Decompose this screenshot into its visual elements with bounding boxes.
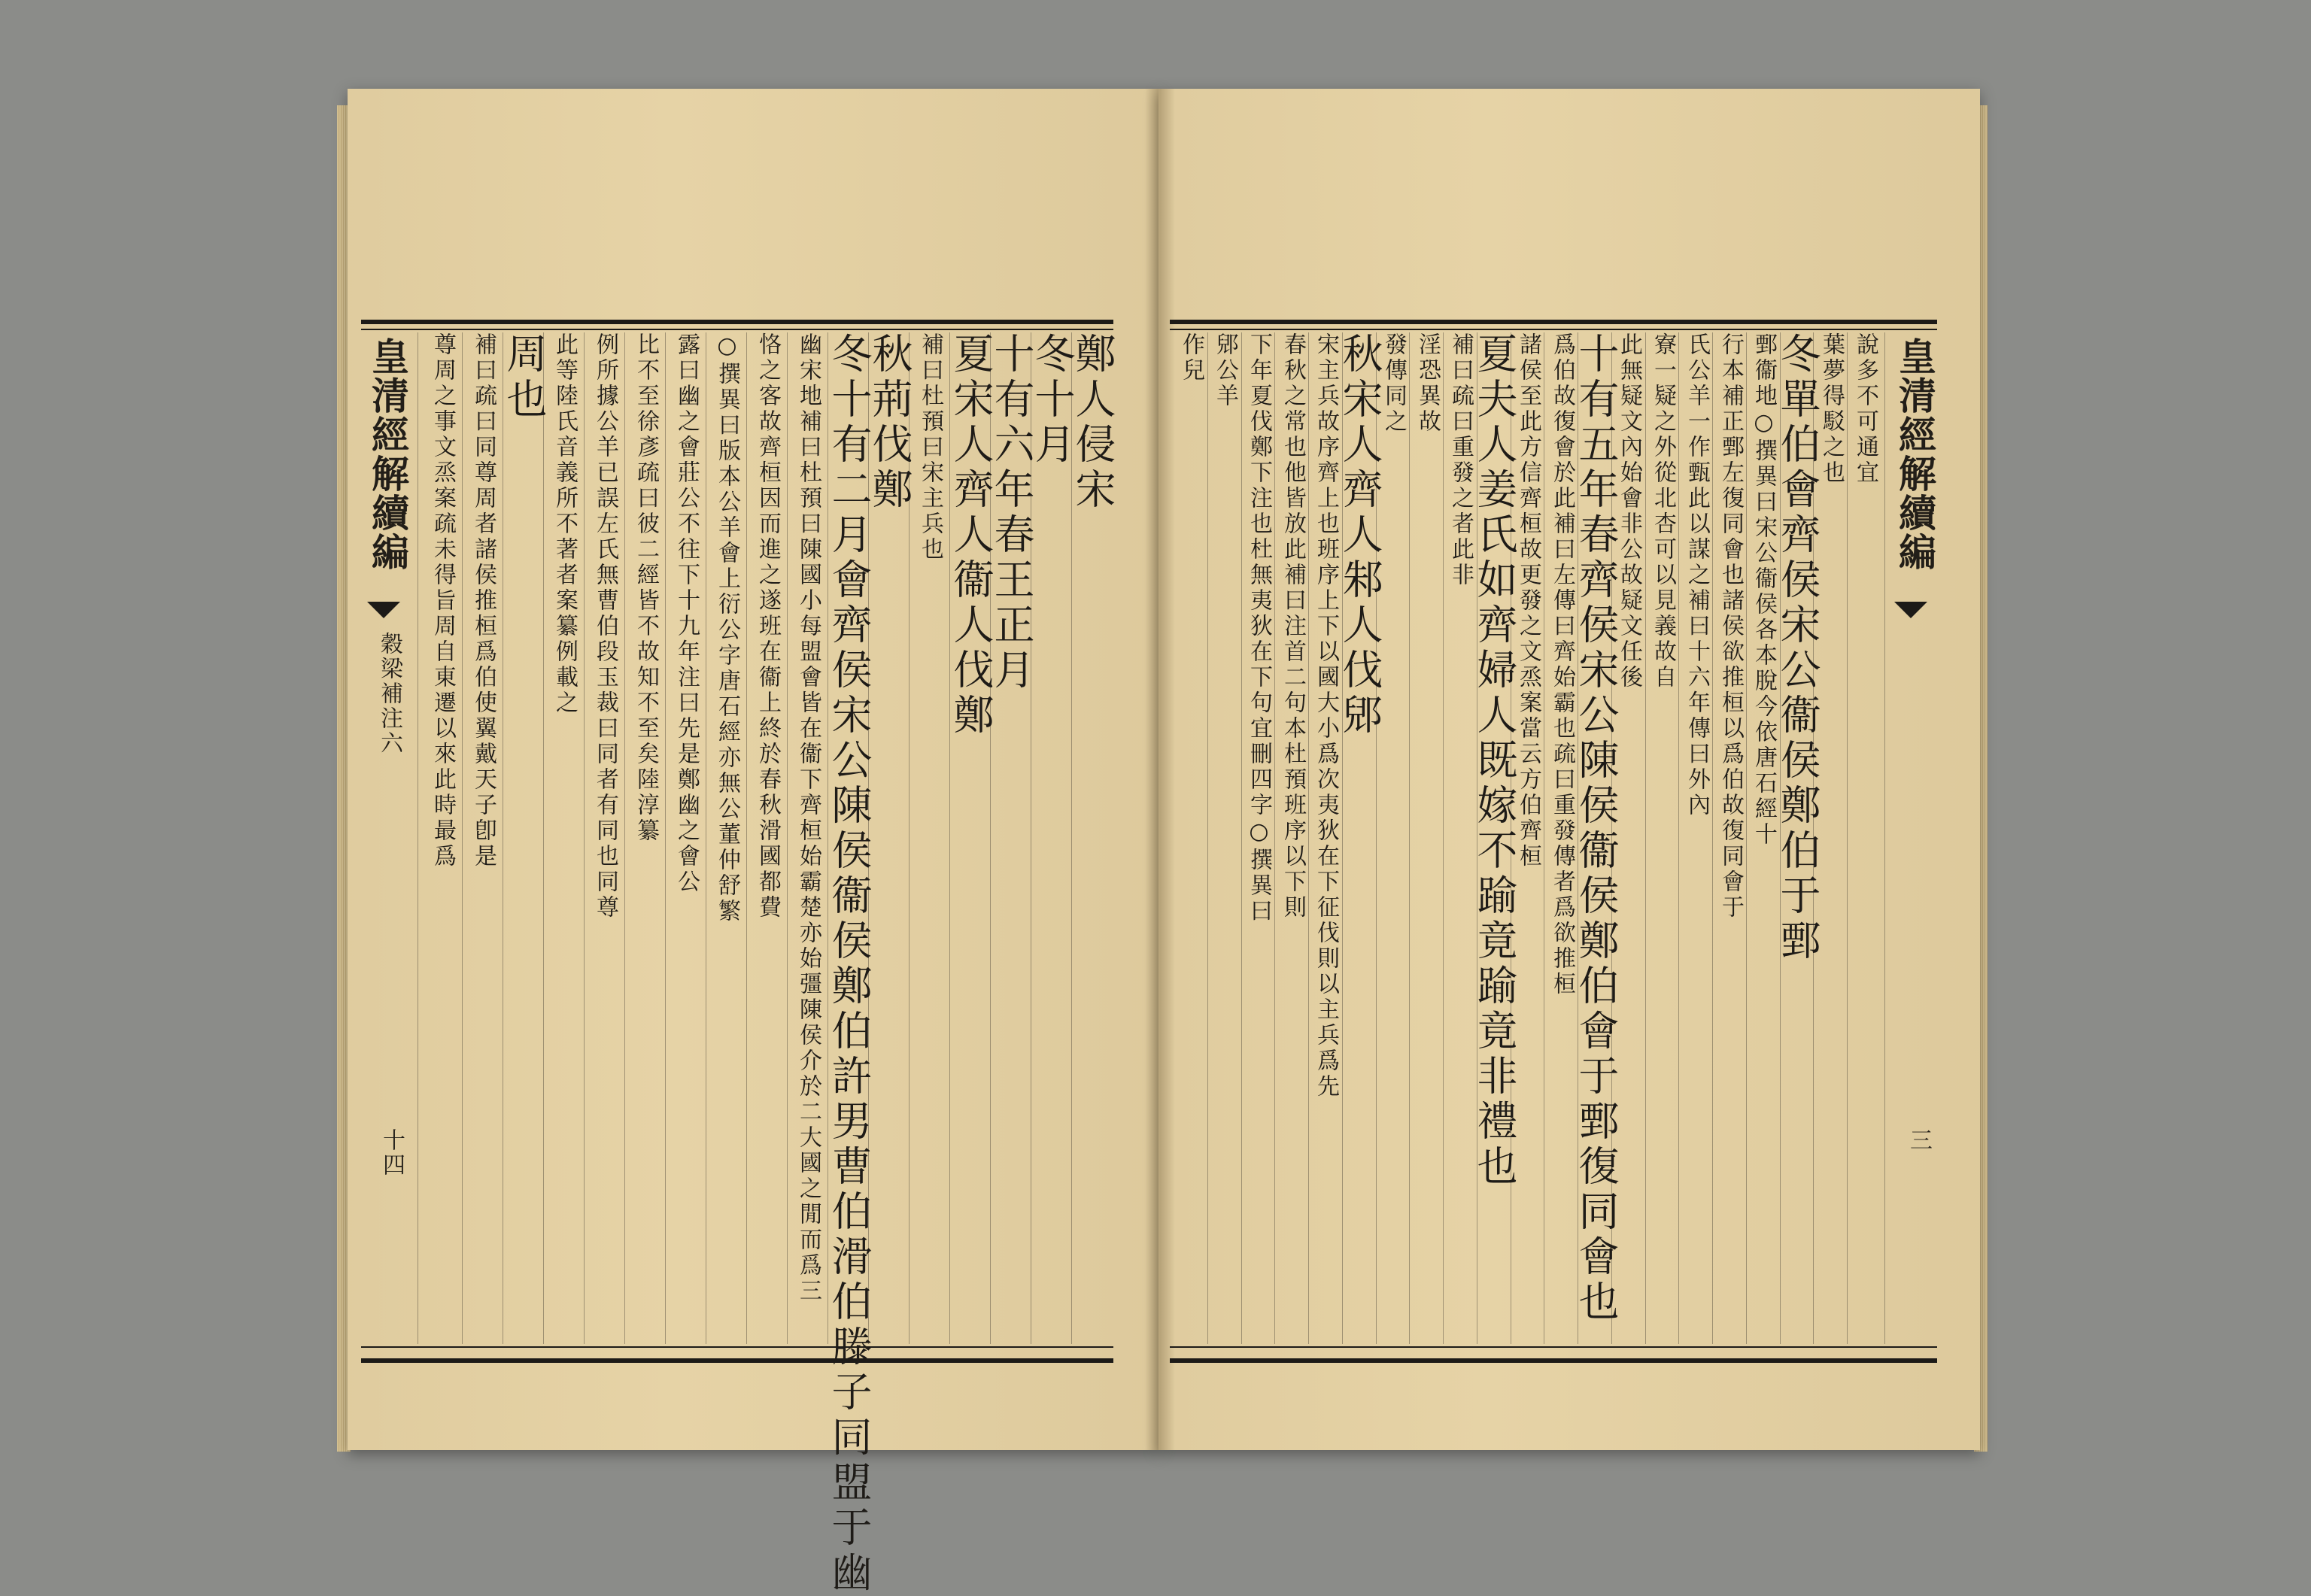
right-text-column-rule	[1409, 332, 1410, 1344]
right-text-column: 秋宋人齊人邾人伐郳	[1336, 332, 1383, 739]
left-text-column: 例所據公羊已誤左氏無曹伯段玉裁曰同者有同也同尊	[592, 332, 618, 921]
right-text-column: 冬單伯會齊侯宋公衞侯鄭伯于鄄	[1774, 332, 1821, 964]
right-text-column-rule	[1746, 332, 1747, 1344]
left-text-column: 比不至徐彥疏曰彼二經皆不故知不至矣陸淳纂	[633, 332, 659, 844]
right-text-column-rule	[1847, 332, 1848, 1344]
right-text-column: 行本補正鄄左復同會也諸侯欲推桓以爲伯故復同會于	[1717, 332, 1744, 921]
left-text-column: 補曰杜預曰宋主兵也	[917, 332, 943, 563]
right-text-column: 發傳同之	[1380, 332, 1407, 435]
right-text-column: 補曰疏曰重發之者此非	[1447, 332, 1474, 588]
right-edge-title: 皇清經解續編	[1893, 337, 1937, 572]
right-text-column: 十有五年春齊侯宋公陳侯衞侯鄭伯會于鄄復同會也	[1572, 332, 1620, 1325]
right-text-column-rule	[1274, 332, 1275, 1344]
left-text-column: 補曰疏曰同尊周者諸侯推桓爲伯使翼戴天子卽是	[470, 332, 497, 869]
right-fish-tail-mark	[1894, 602, 1927, 618]
right-text-column: 說多不可通宜	[1852, 332, 1878, 486]
left-text-column-rule	[949, 332, 950, 1344]
right-edge-rule	[1884, 332, 1885, 1344]
left-text-column-rule	[787, 332, 788, 1344]
left-text-column-rule	[584, 332, 585, 1344]
right-text-column: 諸侯至此方信齊桓故更發之文烝案當云方伯齊桓	[1515, 332, 1541, 869]
right-text-column: 淫恐異故	[1414, 332, 1441, 435]
right-text-column-rule	[1780, 332, 1781, 1344]
right-text-column-rule	[1241, 332, 1242, 1344]
left-text-column: ○撰異曰版本公羊會上衍公字唐石經亦無公董仲舒繁	[714, 332, 740, 924]
right-text-column: 春秋之常也他皆放此補曰注首二句本杜預班序以下則	[1280, 332, 1306, 921]
right-text-column: 作兒	[1178, 332, 1204, 384]
right-text-column-rule	[1308, 332, 1309, 1344]
left-text-column: 鄭人侵宋	[1069, 332, 1116, 513]
left-text-column: 尊周之事文烝案疏未得旨周自東遷以來此時最爲	[430, 332, 456, 869]
right-text-column-rule	[1712, 332, 1713, 1344]
right-text-column: 氏公羊一作甄此以謀之補曰十六年傳曰外內	[1684, 332, 1710, 818]
right-text-column: 宋主兵故序齊上也班序上下以國大小爲次夷狄在下征伐則以主兵爲先	[1313, 332, 1339, 1100]
right-text-column: 葉夢得駁之也	[1818, 332, 1845, 486]
left-text-column-rule	[624, 332, 625, 1344]
left-edge-subtitle: 穀梁補注六	[376, 632, 402, 756]
left-text-column: 冬十有二月會齊侯宋公陳侯衞侯鄭伯許男曹伯滑伯滕子同盟于幽	[825, 332, 873, 1596]
left-text-column-rule	[746, 332, 747, 1344]
right-text-column-rule	[1678, 332, 1679, 1344]
right-text-column: 郳公羊	[1212, 332, 1238, 409]
right-text-column-rule	[1443, 332, 1444, 1344]
left-text-column: 秋荊伐鄭	[866, 332, 913, 513]
right-text-column-rule	[1645, 332, 1646, 1344]
right-text-column: 夏夫人姜氏如齊婦人既嫁不踰竟踰竟非禮也	[1471, 332, 1518, 1190]
right-text-column: 寮一疑之外從北杏可以見義故自	[1650, 332, 1676, 690]
left-fish-tail-mark	[367, 602, 400, 618]
right-text-column: 爲伯故復會於此補曰左傳曰齊始霸也疏曰重發傳者爲欲推桓	[1549, 332, 1575, 997]
left-text-column: 露曰幽之會莊公不往下十九年注曰先是鄭幽之會公	[673, 332, 700, 895]
left-text-column: 十有六年春王正月	[988, 332, 1035, 693]
right-text-column: 鄄衞地○撰異曰宋公衞侯各本脫今依唐石經十	[1751, 332, 1777, 848]
right-text-column: 下年夏伐鄭下注也杜無夷狄在下句宜刪四字○撰異曰	[1246, 332, 1272, 924]
left-text-column-rule	[462, 332, 463, 1344]
left-text-column-rule	[665, 332, 666, 1344]
left-page-number: 十四	[378, 1128, 405, 1178]
right-page-number: 三	[1906, 1128, 1932, 1153]
left-text-column: 冬十月	[1028, 332, 1076, 468]
left-text-column: 此等陸氏音義所不著者案纂例載之	[551, 332, 578, 716]
left-text-column: 夏宋人齊人衞人伐鄭	[947, 332, 995, 739]
right-text-column-rule	[1342, 332, 1343, 1344]
left-text-column: 幽宋地補曰杜預曰陳國小每盟會皆在衞下齊桓始霸楚亦始彊陳侯介於二大國之閒而爲三	[795, 332, 821, 1304]
left-text-column: 恪之客故齊桓因而進之遂班在衞上終於春秋滑國都費	[755, 332, 781, 921]
right-text-column-rule	[1207, 332, 1208, 1344]
left-edge-title: 皇清經解續編	[366, 337, 410, 572]
left-text-column: 周也	[500, 332, 548, 423]
right-text-column: 此無疑文內始會非公故疑文任後	[1616, 332, 1642, 690]
